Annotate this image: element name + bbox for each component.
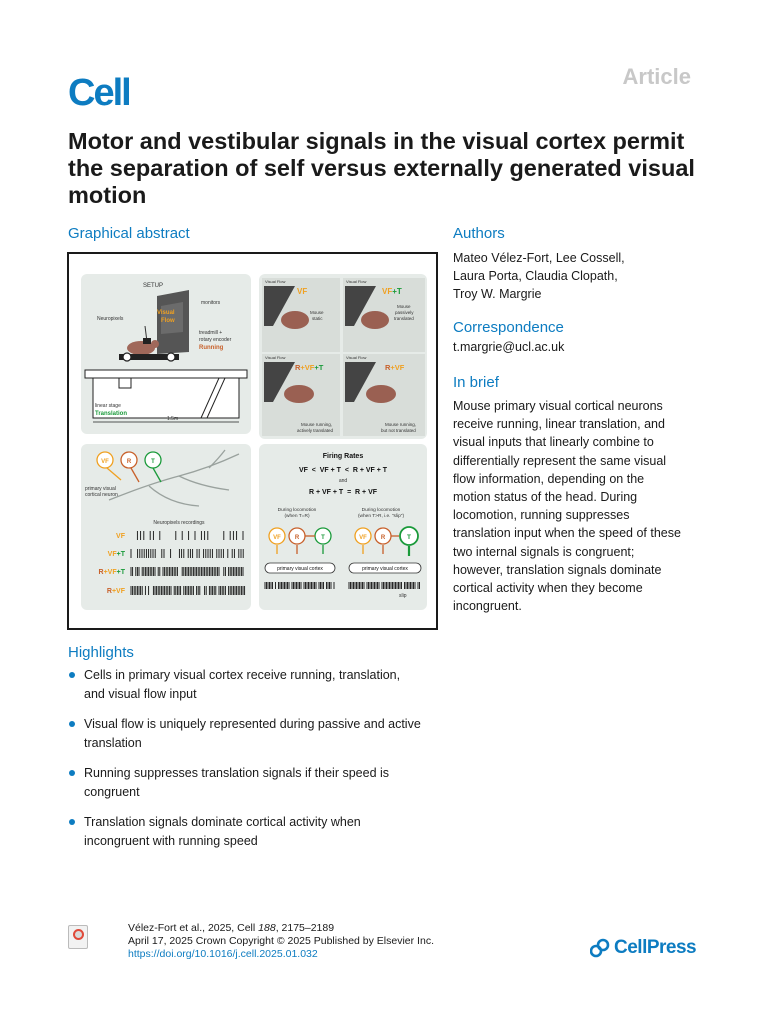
check-for-updates-icon[interactable] <box>68 925 88 949</box>
condition-desc: Mouse <box>310 310 324 315</box>
svg-text:T: T <box>321 535 325 541</box>
brief-line: receive running, linear translation, and <box>453 417 665 432</box>
cortex-label-right: primary visual cortex <box>362 566 408 572</box>
authors-line: Troy W. Margrie <box>453 287 542 301</box>
condition-vf-t <box>343 278 425 352</box>
article-title: Motor and vestibular signals in the visual cortex permit the separation of self versus externally generated visual motion <box>68 128 695 208</box>
highlight-item <box>68 764 448 801</box>
neuron-label: cortical neuron <box>85 492 118 498</box>
authors-list <box>453 249 713 303</box>
setup-title: SETUP <box>142 283 164 289</box>
svg-text:R: R <box>126 459 132 465</box>
bullet-icon <box>69 819 75 825</box>
mouse-icon <box>281 311 309 329</box>
condition-signal: R+VF <box>385 363 405 372</box>
condition-desc: Mouse <box>397 304 411 309</box>
cellpress-logo[interactable] <box>590 937 696 959</box>
locomotion-right-title: During locomotion <box>361 508 401 513</box>
cellpress-label: CellPress <box>614 937 697 958</box>
highlight-line: congruent <box>84 784 140 799</box>
bullet-icon <box>69 721 75 727</box>
svg-text:R: R <box>380 535 386 541</box>
condition-desc: static <box>312 316 323 321</box>
firing-title: Firing Rates <box>322 453 364 460</box>
condition-desc: translated <box>394 316 414 321</box>
raster-row-label: R+VF+T <box>98 569 125 576</box>
locomotion-left-title: During locomotion <box>277 508 317 513</box>
condition-signal: R+VF+T <box>295 363 324 372</box>
highlight-line: Visual flow is uniquely represented during passive and active <box>84 717 421 731</box>
firing-and: and <box>338 478 348 484</box>
condition-tag: Visual Flow <box>265 355 286 360</box>
bullet-icon <box>69 672 75 678</box>
highlights-label: Highlights <box>68 644 134 661</box>
svg-text:T: T <box>407 534 411 541</box>
treadmill-label: treadmill + <box>199 330 223 336</box>
condition-signal: VF+T <box>382 287 402 296</box>
graphical-abstract-label: Graphical abstract <box>68 225 190 242</box>
locomotion-right-sub: (when T>R, i.e. "slip") <box>357 514 405 519</box>
firing-eq1: VF < VF + T < R + VF + T <box>298 467 388 474</box>
condition-vf <box>262 278 340 352</box>
locomotion-left-sub: (when T=R) <box>284 514 310 519</box>
authors-label: Authors <box>453 225 505 242</box>
highlight-item <box>68 715 448 752</box>
brief-line: locomotion, running suppresses <box>453 508 630 523</box>
brief-line: differentially represent the same visual <box>453 453 667 468</box>
bullet-icon <box>69 770 75 776</box>
highlight-line: translation <box>84 735 142 750</box>
cortex-label-left: primary visual cortex <box>277 566 323 572</box>
brief-line: two internal signals is congruent; <box>453 544 635 559</box>
brief-line: Mouse primary visual cortical neurons <box>453 399 663 413</box>
mouse-icon <box>366 385 396 403</box>
input-vf-circle <box>97 452 113 468</box>
visual-label: Visual <box>157 310 175 316</box>
graphical-abstract-figure <box>67 252 438 630</box>
monitors-label: monitors <box>201 300 221 306</box>
highlights-list <box>68 666 448 862</box>
highlight-line: Running suppresses translation signals if their speed is <box>84 766 390 780</box>
raster-row-label: R+VF <box>106 588 125 595</box>
raster-row-label: VF <box>116 533 125 540</box>
copyright-line: April 17, 2025 Crown Copyright © 2025 Published by Elsevier Inc. <box>128 935 434 947</box>
doi-link[interactable]: https://doi.org/10.1016/j.cell.2025.01.032 <box>128 948 318 960</box>
svg-text:VF: VF <box>273 535 281 541</box>
neuron-label: primary visual <box>85 486 116 492</box>
condition-desc: but not translated <box>381 428 416 433</box>
in-brief-label: In brief <box>453 374 499 391</box>
brief-line: flow information, depending on the <box>453 471 645 486</box>
authors-line: Laura Porta, Claudia Clopath, <box>453 269 618 283</box>
highlight-line: Cells in primary visual cortex receive running, translation, <box>84 668 401 682</box>
flow-label: Flow <box>161 318 175 324</box>
brief-line: however, translation signals dominate <box>453 562 662 577</box>
brief-line: translation input when the speed of these <box>453 526 681 541</box>
condition-r-vf-t <box>262 354 340 436</box>
svg-text:R: R <box>294 535 300 541</box>
correspondence-label: Correspondence <box>453 319 564 336</box>
svg-text:VF: VF <box>359 535 367 541</box>
linear-stage-label: linear stage <box>95 403 121 409</box>
highlight-line: Translation signals dominate cortical activity when <box>84 815 361 829</box>
in-brief-text <box>453 397 725 615</box>
svg-text:VF: VF <box>101 459 109 465</box>
condition-desc: Mouse running, <box>301 422 333 427</box>
correspondence-email[interactable]: t.margrie@ucl.ac.uk <box>453 340 565 354</box>
condition-tag: Visual Flow <box>346 279 367 284</box>
brief-line: motion status of the head. During <box>453 490 638 505</box>
neuropixels-label: Neuropixels <box>97 316 124 322</box>
citation-footer <box>128 922 434 961</box>
highlight-line: and visual flow input <box>84 686 197 701</box>
citation-line: Vélez-Fort et al., 2025, Cell 188, 2175–2189 <box>128 922 335 934</box>
neuron-panel <box>81 444 251 610</box>
condition-tag: Visual Flow <box>265 279 286 284</box>
brief-line: cortical activity when they become <box>453 581 643 596</box>
authors-line: Mateo Vélez-Fort, Lee Cossell, <box>453 251 625 265</box>
rotary-encoder-label: rotary encoder <box>199 337 232 343</box>
input-r-circle <box>121 452 137 468</box>
recordings-label: Neuropixels recordings <box>153 520 205 526</box>
condition-r-vf <box>343 354 425 436</box>
condition-signal: VF <box>297 287 308 296</box>
highlight-item <box>68 813 448 850</box>
translation-label: Translation <box>95 411 128 417</box>
distance-label: 1.5m <box>167 416 179 422</box>
brief-line: visual inputs that linearly combine to <box>453 435 654 450</box>
condition-desc: Mouse running, <box>385 422 417 427</box>
running-label: Running <box>199 345 224 351</box>
condition-desc: actively translated <box>297 428 334 433</box>
condition-tag: Visual Flow <box>346 355 367 360</box>
treadmill-icon <box>119 353 179 361</box>
article-type: Article <box>622 64 691 89</box>
condition-desc: passively <box>395 310 414 315</box>
highlight-item <box>68 666 448 703</box>
journal-logo: Cell <box>68 72 130 114</box>
svg-text:T: T <box>151 459 155 465</box>
input-t-circle <box>145 452 161 468</box>
raster-row-label: VF+T <box>107 551 125 558</box>
firing-eq2: R + VF + T = R + VF <box>308 489 378 496</box>
highlight-line: incongruent with running speed <box>84 833 258 848</box>
slip-label: slip <box>399 593 407 599</box>
brief-line: incongruent. <box>453 599 522 614</box>
cellpress-icon <box>590 937 610 959</box>
mouse-icon <box>284 385 314 403</box>
mouse-icon <box>361 311 389 329</box>
